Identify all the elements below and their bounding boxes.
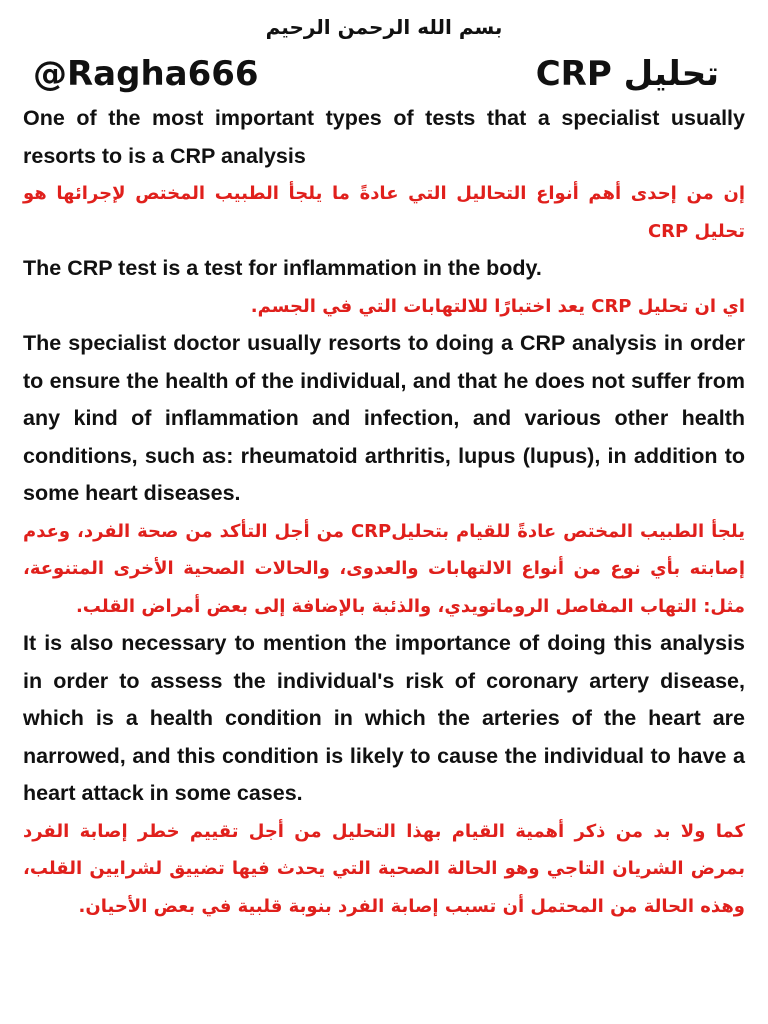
title-row (23, 48, 745, 100)
english-paragraph-2: The CRP test is a test for inflammation in the body. (23, 256, 542, 280)
english-paragraph-3: The specialist doctor usually resorts to doing a CRP analysis in order to ensure the health of the individual, and that he does not suffer from any kind of inflammation and infection, and various other health conditions, such as: rheumatoid arthritis, lupus (lupus), in addition to some heart diseases. (23, 331, 745, 505)
document-title: تحليل CRP (535, 54, 719, 94)
arabic-paragraph-4: كما ولا بد من ذكر أهمية القيام بهذا التحليل من أجل تقييم خطر إصابة الفرد بمرض الشريان التاجي وهو الحالة الصحية التي يحدث فيها تضييق لشرايين القلب، وهذه الحالة من المحتمل أن تسبب إصابة الفرد بنوبة قلبية في بعض الأحيان. (23, 820, 745, 917)
arabic-paragraph-3: يلجأ الطبيب المختص عادةً للقيام بتحليلCRP من أجل التأكد من صحة الفرد، وعدم إصابته بأي نوع من أنواع الالتهابات والعدوى، والحالات الصحية الأخرى المتنوعة، مثل: التهاب المفاصل الروماتويدي، والذئبة بالإضافة إلى بعض أمراض القلب. (23, 520, 745, 617)
arabic-paragraph-2: اي ان تحليل CRP يعد اختبارًا للالتهابات التي في الجسم. (250, 295, 745, 317)
arabic-paragraph-1: إن من إحدى أهم أنواع التحاليل التي عادةً ما يلجأ الطبيب المختص لإجرائها هو تحليل CRP (23, 183, 745, 242)
basmala-heading: بسم الله الرحمن الرحيم (265, 15, 503, 39)
english-paragraph-4: It is also necessary to mention the importance of doing this analysis in order to assess the individual's risk of coronary artery disease, which is a health condition in which the arteries of the heart are narrowed, and this condition is likely to cause the individual to have a heart attack in some cases. (23, 631, 745, 805)
english-paragraph-1: One of the most important types of tests that a specialist usually resorts to is a CRP analysis (23, 106, 745, 168)
author-handle: @Ragha666 (33, 54, 259, 94)
